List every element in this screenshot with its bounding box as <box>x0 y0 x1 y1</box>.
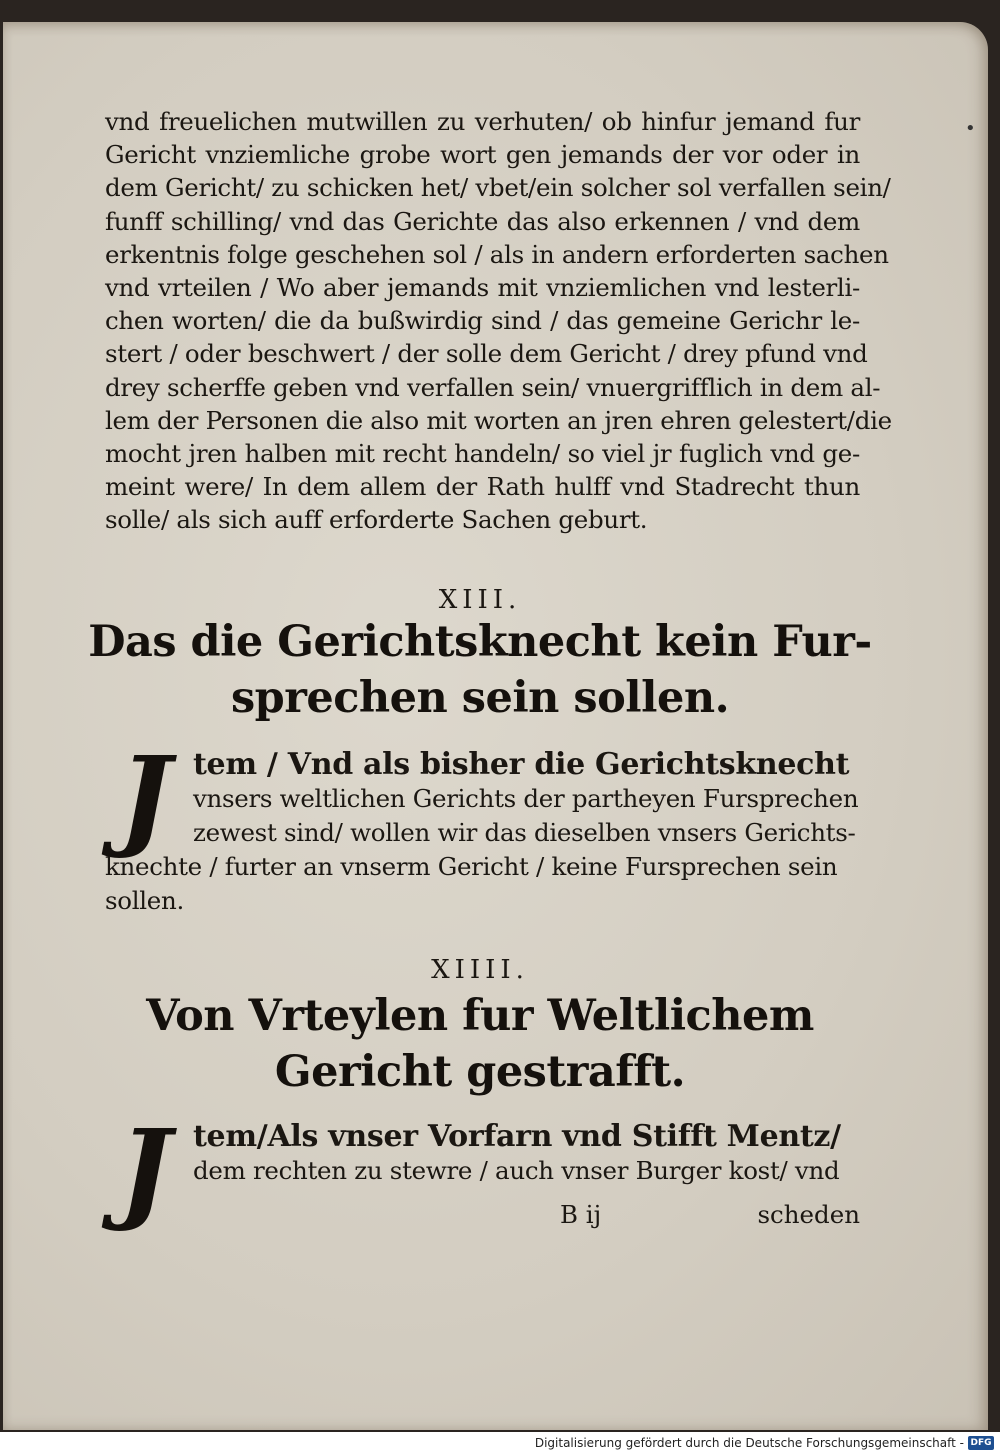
text-line: drey scherffe geben vnd verfallen sein/ vnuergrifflich in dem al- <box>105 372 881 402</box>
text-line: zewest sind/ wollen wir das dieselben vnsers Gerichts- <box>193 818 856 847</box>
text-line: knechte / furter an vnserm Gericht / keine Fursprechen sein <box>105 852 838 881</box>
text-line: solle/ als sich auff erforderte Sachen geburt. <box>105 505 648 535</box>
text-line: tem / Vnd als bisher die Gerichtsknecht <box>193 747 850 782</box>
section-paragraph-13 <box>105 747 859 918</box>
text-line: sollen. <box>105 886 184 915</box>
text-line: dem Gericht/ zu schicken het/ vbet/ein solcher sol verfallen sein/ <box>105 173 891 203</box>
section-heading-13 <box>0 614 960 726</box>
digitization-footer <box>0 1432 1000 1455</box>
heading-line: Gericht gestrafft. <box>274 1047 686 1097</box>
catchword: scheden <box>757 1200 860 1229</box>
drop-cap-initial: J <box>118 732 172 861</box>
text-line: Gericht vnziemliche grobe wort gen jemands der vor oder in <box>105 140 860 170</box>
heading-line: Von Vrteylen fur Weltlichem <box>146 991 814 1041</box>
section-number-13: XIII. <box>438 585 522 615</box>
text-line: chen worten/ die da bußwirdig sind / das gemeine Gerichr le- <box>105 306 860 336</box>
text-line: vnsers weltlichen Gerichts der partheyen Fursprechen <box>193 784 859 813</box>
section-heading-14 <box>0 988 960 1100</box>
heading-line: Das die Gerichtsknecht kein Fur- <box>88 617 872 667</box>
text-line: funff schilling/ vnd das Gerichte das also erkennen / vnd dem <box>105 206 860 236</box>
text-line: meint were/ In dem allem der Rath hulff vnd Stadrecht thun <box>105 472 860 502</box>
text-line: stert / oder beschwert / der solle dem Gericht / drey pfund vnd <box>105 339 868 369</box>
dfg-logo: DFG <box>968 1436 994 1450</box>
text-line: lem der Personen die also mit worten an jren ehren gelestert/die <box>105 405 892 435</box>
text-line: dem rechten zu stewre / auch vnser Burger kost/ vnd <box>193 1156 840 1185</box>
text-line: vnd vrteilen / Wo aber jemands mit vnziemlichen vnd lesterli- <box>105 273 860 303</box>
text-line: vnd freuelichen mutwillen zu verhuten/ ob hinfur jemand fur <box>105 107 860 136</box>
drop-cap-initial: J <box>118 1105 172 1234</box>
section-paragraph-14 <box>105 1120 855 1188</box>
text-line: tem/Als vnser Vorfarn vnd Stifft Mentz/ <box>193 1119 841 1154</box>
text-line: mocht jren halben mit recht handeln/ so viel jr fuglich vnd ge- <box>105 439 860 469</box>
margin-mark: • <box>965 118 976 139</box>
body-paragraph <box>105 105 892 537</box>
text-line: erkentnis folge geschehen sol / als in andern erforderten sachen <box>105 239 889 269</box>
signature-mark: B ij <box>560 1200 602 1229</box>
section-number-14: XIIII. <box>431 955 529 985</box>
heading-line: sprechen sein sollen. <box>230 673 730 723</box>
funding-notice: Digitalisierung gefördert durch die Deutsche Forschungsgemeinschaft - <box>534 1436 964 1450</box>
